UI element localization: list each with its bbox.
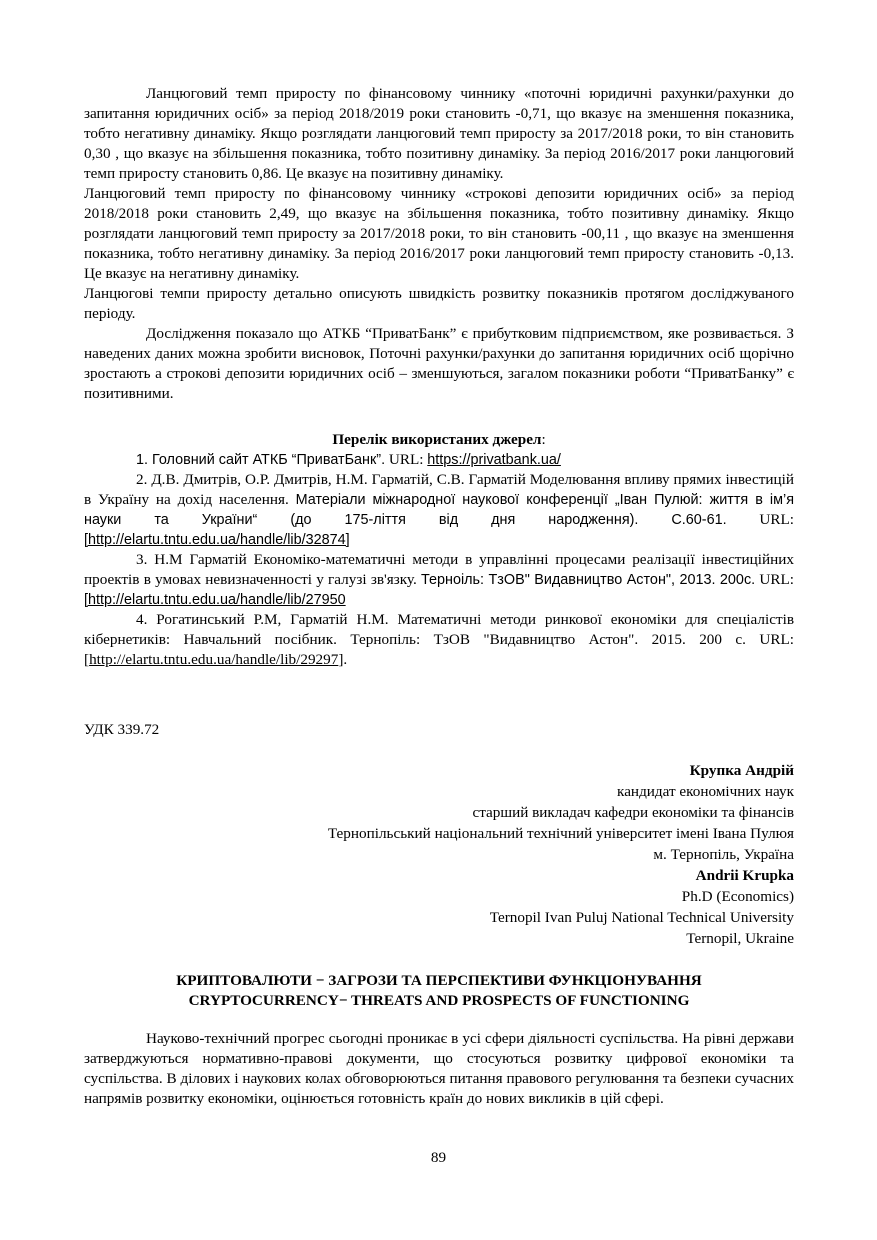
article-title — [84, 971, 794, 1011]
reference-3-url-label: URL: — [755, 571, 794, 588]
article-title-en: CRYPTOCURRENCY− THREATS AND PROSPECTS OF FUNCTIONING — [188, 992, 690, 1009]
reference-3-publisher: Терноіль: ТзОВ" Видавництво Астон", 2013. 200с. — [421, 572, 756, 588]
reference-2-authors-title: 2. Д.В. Дмитрів, О.Р. Дмитрів, Н.М. Гарматій, С.В. Гарматій Моделювання впливу прямих інвестицій в Україну на дохід населення. — [84, 471, 794, 508]
author-name-ua: Крупка Андрій — [689, 762, 794, 779]
reference-1-url-label: URL: — [385, 451, 428, 468]
reference-1 — [84, 450, 794, 470]
author-name-en: Andrii Krupka — [695, 867, 794, 884]
reference-3-authors-title: 3. Н.М Гарматій Економіко-математичні методи в управлінні процесами реалізації інвестиційних проектів в умовах невизначенності у галузі зв'язку. — [84, 551, 794, 588]
reference-2-link[interactable]: [http://elartu.tntu.edu.ua/handle/lib/32874] — [84, 532, 350, 548]
reference-4-text: 4. Рогатинський Р.М, Гарматій Н.М. Математичні методи ринкової економіки для спеціалістів кібернетиків: Навчальний посібник. Тернопіль: ТзОВ "Видавництво Астон". 2015. 200 с. URL: [ — [84, 611, 794, 668]
reference-3-link[interactable]: [http://elartu.tntu.edu.ua/handle/lib/27950 — [84, 592, 346, 608]
reference-1-title: 1. Головний сайт АТКБ “ПриватБанк”. — [136, 452, 386, 468]
reference-1-link[interactable]: https://privatbank.ua/ — [427, 452, 561, 468]
author-city-en: Ternopil, Ukraine — [686, 930, 794, 947]
author-city-ua: м. Тернопіль, Україна — [653, 846, 794, 863]
references-heading — [84, 430, 794, 450]
reference-4 — [84, 610, 794, 670]
paragraph-chain-growth-current-accounts: Ланцюговий темп приросту по фінансовому чиннику «поточні юридичні рахунки/рахунки до запитання юридичних осіб» за період 2018/2019 роки становить -0,71, що вказує на зменшення показника, тобто негативну динаміку. Якщо розглядати ланцюговий темп приросту за 2017/2018 роки, то він становить 0,30 , що вказує на збільшення показника, тобто позитивну динаміку. За період 2016/2017 роки ланцюговий темп приросту становить 0,86. Це вказує на позитивну динаміку. — [84, 85, 794, 182]
author-university-ua: Тернопільський національний технічний університет імені Івана Пулюя — [327, 825, 794, 842]
author-university-en: Ternopil Ivan Puluj National Technical University — [489, 909, 794, 926]
reference-4-end: ]. — [338, 651, 348, 668]
author-position-ua: старший викладач кафедри економіки та фінансів — [472, 804, 794, 821]
udk-code: УДК 339.72 — [84, 721, 160, 738]
author-block — [84, 760, 794, 949]
reference-3 — [84, 550, 794, 610]
references-title-colon: : — [541, 431, 546, 448]
reference-4-link[interactable]: http://elartu.tntu.edu.ua/handle/lib/29297 — [89, 651, 339, 668]
author-degree-ua: кандидат економічних наук — [617, 783, 794, 800]
reference-2 — [84, 470, 794, 550]
references-title: Перелік використаних джерел — [332, 431, 542, 448]
reference-2-source: Матеріали міжнародної наукової конференції „Іван Пулюй: життя в ім’я науки та України“ (до 175-ліття від дня народження). С.60-61. — [84, 492, 794, 528]
page-content — [84, 84, 794, 1109]
article-intro-paragraph: Науково-технічний прогрес сьогодні проникає в усі сфери діяльності суспільства. На рівні держави затверджуються нормативно-правові документи, що стосуються розвитку цифрової економіки та суспільства. В ділових і наукових колах обговорюються питання правового регулювання та безпеки сучасних напрямів розвитку економіки, оцінюється готовність країн до нових викликів в цій сфері. — [84, 1030, 794, 1107]
paragraph-chain-growth-summary: Ланцюгові темпи приросту детально описують швидкість розвитку показників протягом досліджуваного періоду. — [84, 285, 794, 322]
author-degree-en: Ph.D (Economics) — [681, 888, 794, 905]
paragraph-conclusion: Дослідження показало що АТКБ “ПриватБанк” є прибутковим підприємством, яке розвивається. З наведених даних можна зробити висновок, Поточні рахунки/рахунки до запитання юридичних осіб щорічно зростають а строкові депозити юридичних осіб – зменшуються, загалом показники роботи “ПриватБанку” є позитивними. — [84, 325, 794, 402]
page-number: 89 — [430, 1149, 447, 1166]
reference-2-url-label: URL: — [726, 511, 794, 528]
paragraph-chain-growth-term-deposits: Ланцюговий темп приросту по фінансовому чиннику «строкові депозити юридичних осіб» за період 2018/2018 роки становить 2,49, що вказує на збільшення показника, тобто позитивну динаміку. Якщо розглядати ланцюговий темп приросту за 2017/2018 роки, то він становить -00,11 , що вказує на зменшення показника, тобто негативну динаміку. За період 2016/2017 роки ланцюговий темп приросту становить -0,13. Це вказує на негативну динаміку. — [84, 185, 794, 282]
article-title-ua: КРИПТОВАЛЮТИ − ЗАГРОЗИ ТА ПЕРСПЕКТИВИ ФУНКЦІОНУВАННЯ — [176, 972, 702, 989]
